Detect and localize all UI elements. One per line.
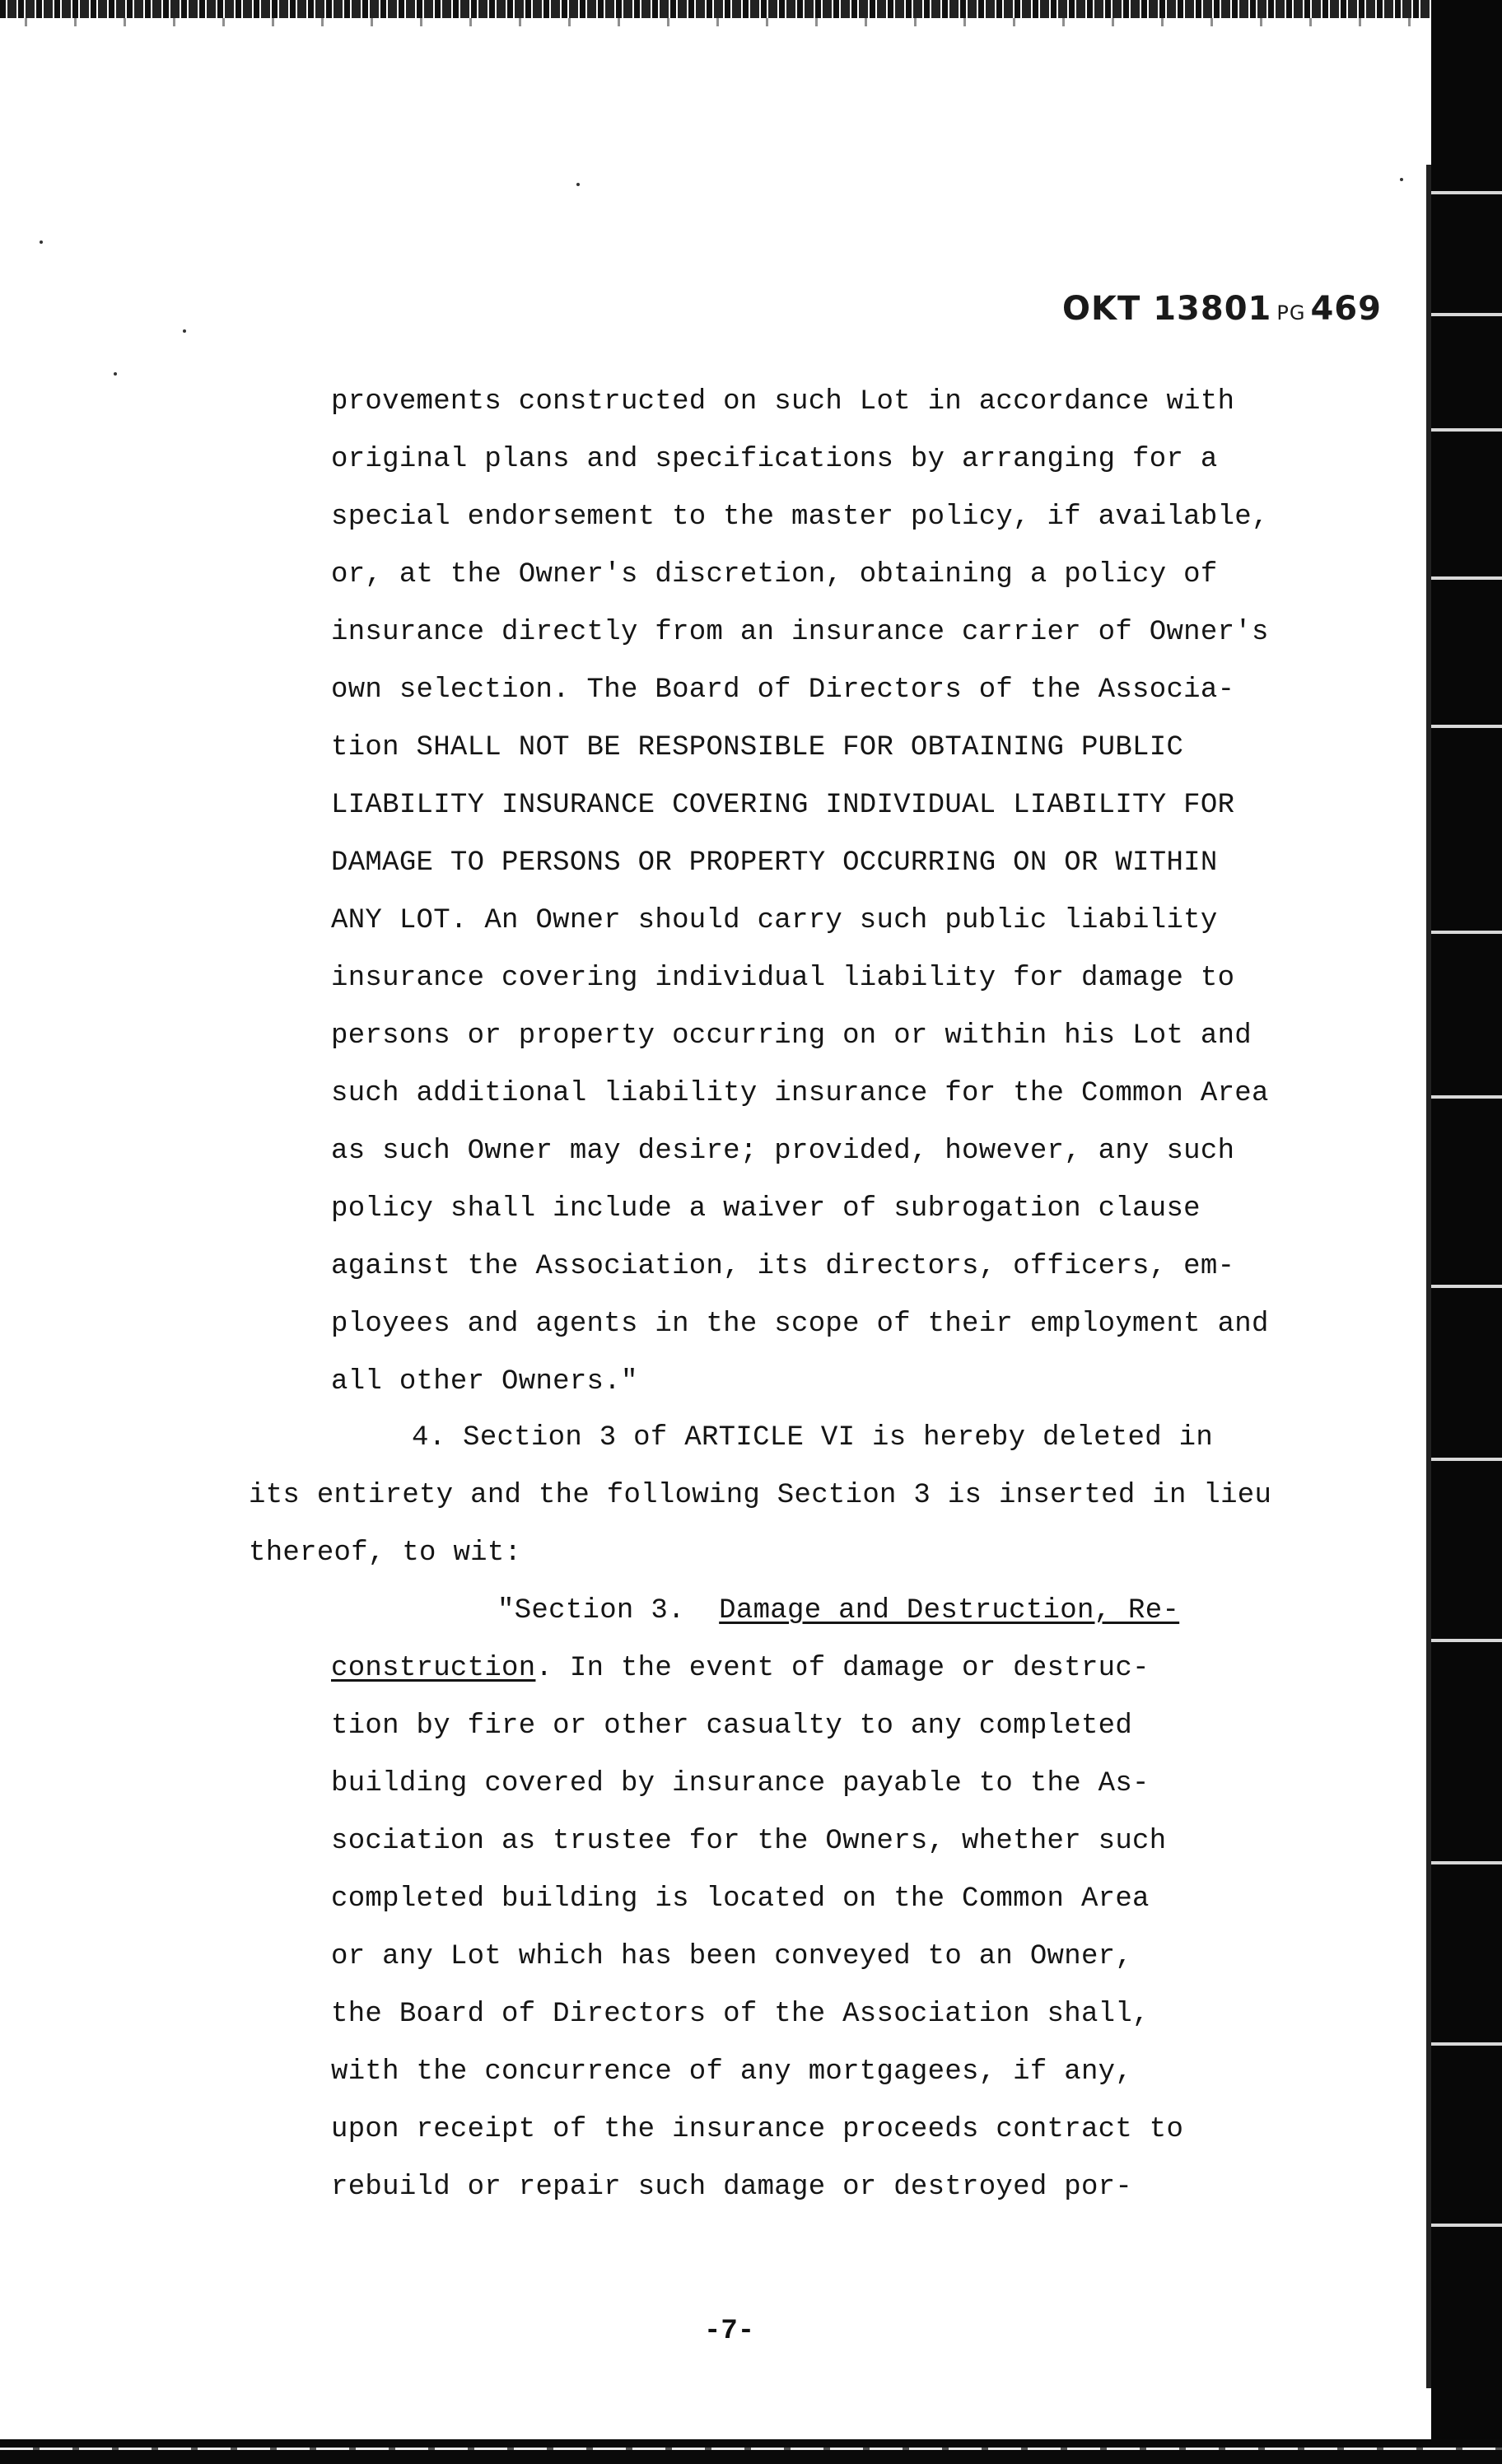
- scan-speck: [1400, 178, 1403, 181]
- text-line: own selection. The Board of Directors of the Associa-: [331, 674, 1235, 706]
- text-line: as such Owner may desire; provided, however, any such: [331, 1136, 1235, 1167]
- scan-speck: [114, 372, 117, 376]
- section-label: "Section 3.: [497, 1595, 685, 1626]
- text-line: persons or property occurring on or within his Lot and: [331, 1020, 1252, 1052]
- text-line: policy shall include a waiver of subrogation clause: [331, 1193, 1201, 1225]
- text-line: against the Association, its directors, officers, em-: [331, 1251, 1235, 1282]
- scan-top-edge: [0, 0, 1502, 18]
- text-line: provements constructed on such Lot in accordance with: [331, 386, 1235, 418]
- scan-speck: [40, 240, 43, 244]
- section-heading-line: [497, 1594, 1179, 1627]
- text-line: ployees and agents in the scope of their employment and: [331, 1309, 1269, 1340]
- scan-right-edge: [1431, 0, 1502, 2464]
- text-line: special endorsement to the master policy, if available,: [331, 502, 1269, 533]
- text-line: tion by fire or other casualty to any completed: [331, 1710, 1133, 1742]
- docket-book: OKT 13801: [1062, 290, 1272, 328]
- docket-reference: [1062, 290, 1382, 328]
- text-line: ANY LOT. An Owner should carry such public liability: [331, 905, 1218, 936]
- text-line: its entirety and the following Section 3 is inserted in lieu: [249, 1480, 1272, 1511]
- text-line: or, at the Owner's discretion, obtaining a policy of: [331, 559, 1218, 590]
- text-fragment: . In the event of damage or destruc-: [535, 1653, 1150, 1684]
- text-line: tion SHALL NOT BE RESPONSIBLE FOR OBTAINING PUBLIC: [331, 732, 1184, 763]
- section-title: Damage and Destruction, Re-: [719, 1595, 1180, 1626]
- text-line: thereof, to wit:: [249, 1538, 522, 1569]
- page-number: -7-: [704, 2316, 755, 2347]
- text-line: or any Lot which has been conveyed to an Owner,: [331, 1941, 1133, 1972]
- text-line: building covered by insurance payable to the As-: [331, 1768, 1150, 1799]
- text-line: insurance directly from an insurance carrier of Owner's: [331, 617, 1269, 648]
- text-line: DAMAGE TO PERSONS OR PROPERTY OCCURRING ON OR WITHIN: [331, 847, 1218, 879]
- section-heading-line-2: [331, 1652, 1150, 1685]
- text-line: rebuild or repair such damage or destroyed por-: [331, 2172, 1133, 2203]
- text-line: sociation as trustee for the Owners, whether such: [331, 1826, 1167, 1857]
- text-line: all other Owners.": [331, 1366, 638, 1398]
- text-line: the Board of Directors of the Association shall,: [331, 1999, 1150, 2030]
- text-line: 4. Section 3 of ARTICLE VI is hereby deleted in: [412, 1422, 1214, 1454]
- text-line: upon receipt of the insurance proceeds contract to: [331, 2114, 1184, 2145]
- text-line: original plans and specifications by arranging for a: [331, 444, 1218, 475]
- docket-page: 469: [1310, 290, 1382, 328]
- scan-top-edge-noise: [0, 18, 1502, 26]
- text-line: LIABILITY INSURANCE COVERING INDIVIDUAL LIABILITY FOR: [331, 790, 1235, 821]
- scan-speck: [576, 183, 580, 186]
- scan-bottom-edge: [0, 2439, 1502, 2464]
- text-line: insurance covering individual liability for damage to: [331, 963, 1235, 994]
- scan-speck: [183, 329, 186, 333]
- text-line: with the concurrence of any mortgagees, if any,: [331, 2056, 1133, 2088]
- text-line: completed building is located on the Common Area: [331, 1883, 1150, 1915]
- section-title-cont: construction: [331, 1653, 536, 1684]
- docket-pg-label: PG: [1276, 301, 1306, 324]
- text-line: such additional liability insurance for the Common Area: [331, 1078, 1269, 1109]
